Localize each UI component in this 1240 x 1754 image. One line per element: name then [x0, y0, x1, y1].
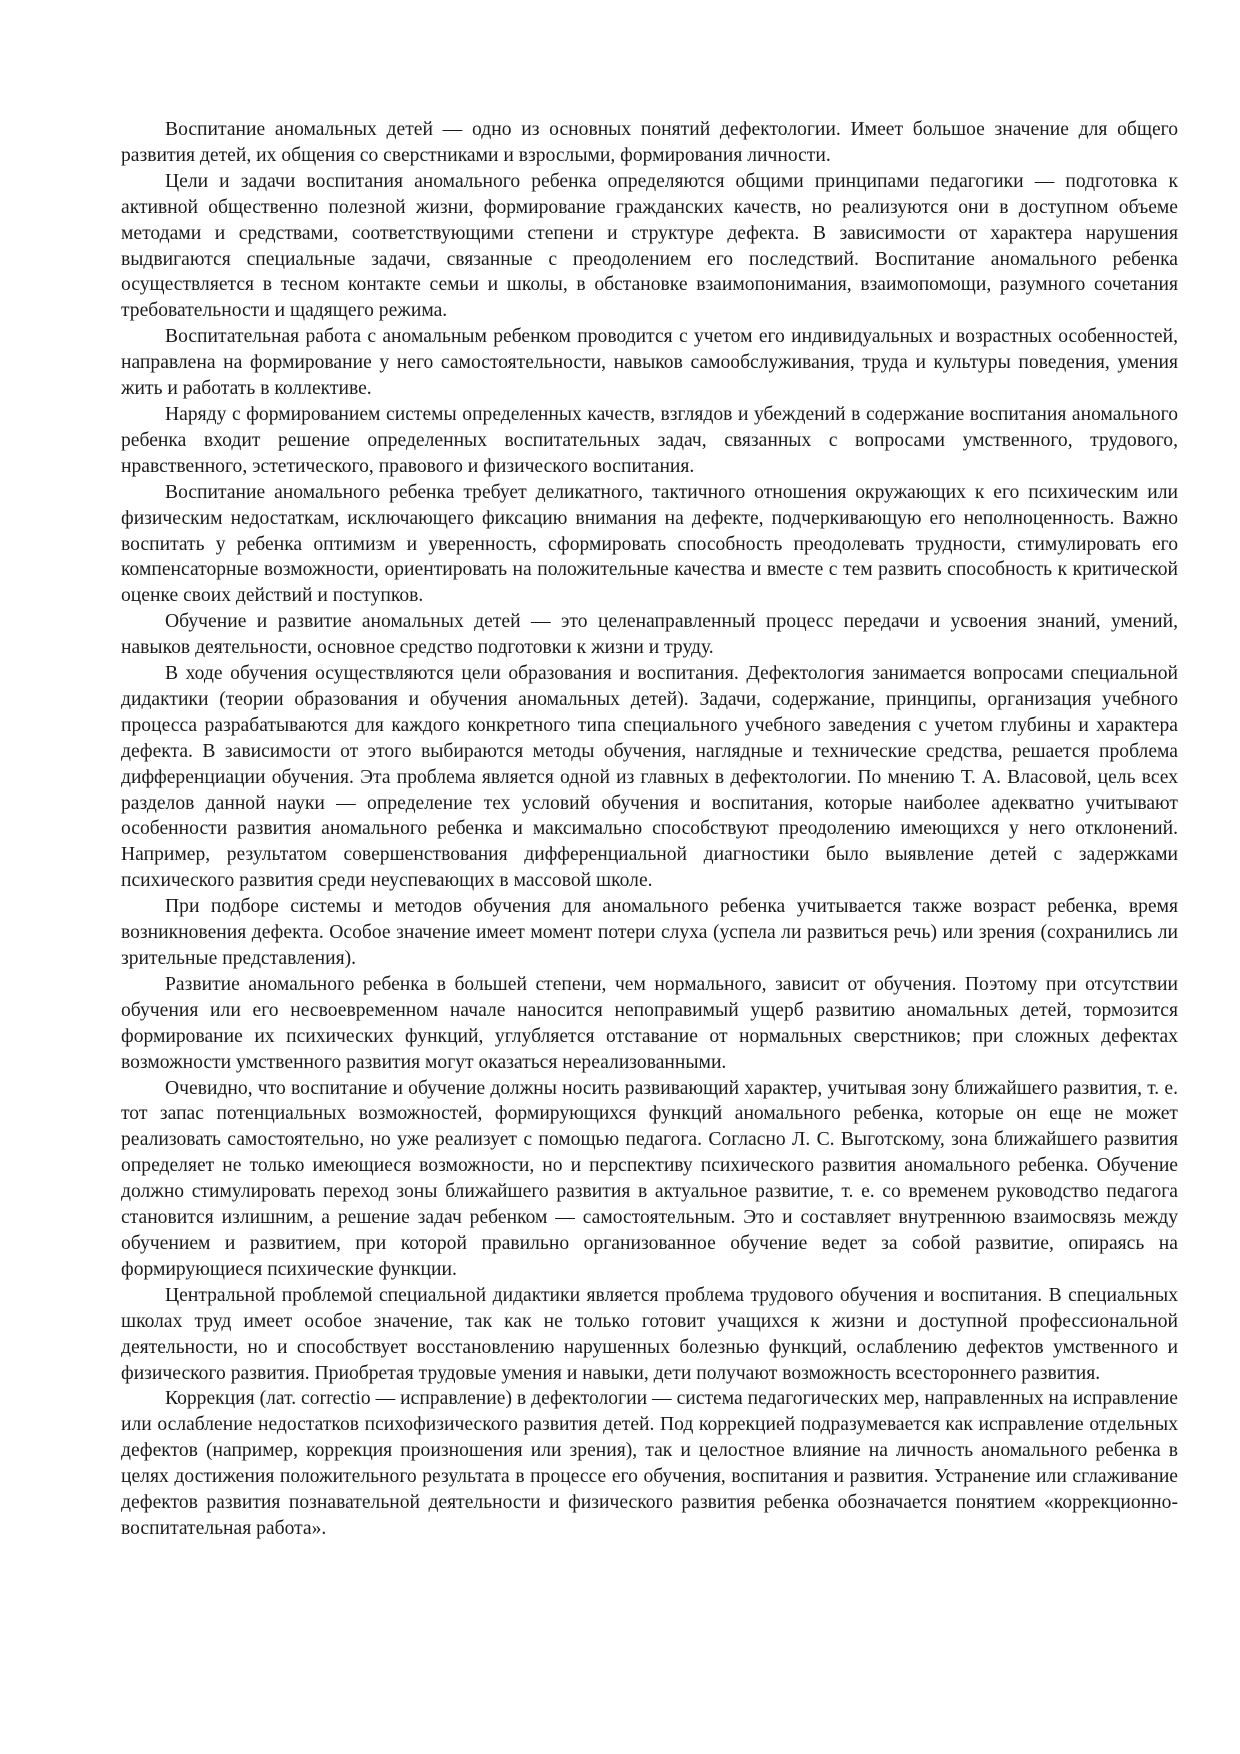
paragraph-11: Центральной проблемой специальной дидактики является проблема трудового обучения и воспитания. В специальных школах труд имеет особое значение, так как не только готовит учащихся к жизни и доступной профессиональной деятельности, но и способствует восстановлению нарушенных болезнью функций, ослаблению дефектов умственного и физического развития. Приобретая трудовые умения и навыки, дети получают возможность всестороннего развития. [121, 1284, 1178, 1384]
paragraph-12: Коррекция (лат. correctio — исправление) в дефектологии — система педагогических мер, направленных на исправление или ослабление недостатков психофизического развития детей. Под коррекцией подразумевается как исправление отдельных дефектов (например, коррекция произношения или зрения), так и целостное влияние на личность аномального ребенка в целях достижения положительного результата в процессе его обучения, воспитания и развития. Устранение или сглаживание дефектов развития познавательной деятельности и физического развития ребенка обозначается понятием «коррекционно-воспитательная работа». [121, 1388, 1178, 1539]
document-body [121, 117, 1178, 1542]
paragraph-1: Воспитание аномальных детей — одно из основных понятий дефектологии. Имеет большое значение для общего развития детей, их общения со сверстниками и взрослыми, формирования личности. [121, 119, 1178, 166]
paragraph-3: Воспитательная работа с аномальным ребенком проводится с учетом его индивидуальных и возрастных особенностей, направлена на формирование у него самостоятельности, навыков самообслуживания, труда и культуры поведения, умения жить и работать в коллективе. [121, 326, 1178, 400]
paragraph-6: Обучение и развитие аномальных детей — это целенаправленный процесс передачи и усвоения знаний, умений, навыков деятельности, основное средство подготовки к жизни и труду. [121, 611, 1178, 659]
paragraph-9: Развитие аномального ребенка в большей степени, чем нормального, зависит от обучения. Поэтому при отсутствии обучения или его несвоевременном начале наносится непоправимый ущерб развитию аномальных детей, тормозится формирование их психических функций, углубляется отставание от нормальных сверстников; при сложных дефектах возможности умственного развития могут оказаться нереализованными. [121, 973, 1178, 1073]
paragraph-2: Цели и задачи воспитания аномального ребенка определяются общими принципами педагогики — подготовка к активной общественно полезной жизни, формирование гражданских качеств, но реализуются они в доступном объеме методами и средствами, соответствующими степени и структуре дефекта. В зависимости от характера нарушения выдвигаются специальные задачи, связанные с преодолением его последствий. Воспитание аномального ребенка осуществляется в тесном контакте семьи и школы, в обстановке взаимопонимания, взаимопомощи, разумного сочетания требовательности и щадящего режима. [121, 170, 1178, 322]
paragraph-5: Воспитание аномального ребенка требует деликатного, тактичного отношения окружающих к его психическим или физическим недостаткам, исключающего фиксацию внимания на дефекте, подчеркивающую его неполноценность. Важно воспитать у ребенка оптимизм и уверенность, сформировать способность преодолевать трудности, стимулировать его компенсаторные возможности, ориентировать на положительные качества и вместе с тем развить способность к критической оценке своих действий и поступков. [121, 481, 1178, 607]
paragraph-10: Очевидно, что воспитание и обучение должны носить развивающий характер, учитывая зону ближайшего развития, т. е. тот запас потенциальных возможностей, формирующихся функций аномального ребенка, которые он еще не может реализовать самостоятельно, но уже реализует с помощью педагога. Согласно Л. С. Выготскому, зона ближайшего развития определяет не только имеющиеся возможности, но и перспективу психического развития аномального ребенка. Обучение должно стимулировать переход зоны ближайшего развития в актуальное развитие, т. е. со временем руководство педагога становится излишним, а решение задач ребенком — самостоятельным. Это и составляет внутреннюю взаимосвязь между обучением и развитием, при которой правильно организованное обучение ведет за собой развитие, опираясь на формирующиеся психические функции. [121, 1077, 1178, 1280]
paragraph-8: При подборе системы и методов обучения для аномального ребенка учитывается также возраст ребенка, время возникновения дефекта. Особое значение имеет момент потери слуха (успела ли развиться речь) или зрения (сохранились ли зрительные представления). [121, 896, 1178, 969]
paragraph-4: Наряду с формированием системы определенных качеств, взглядов и убеждений в содержание воспитания аномального ребенка входит решение определенных воспитательных задач, связанных с вопросами умственного, трудового, нравственного, эстетического, правового и физического воспитания. [121, 403, 1178, 477]
paragraph-7: В ходе обучения осуществляются цели образования и воспитания. Дефектология занимается вопросами специальной дидактики (теории образования и обучения аномальных детей). Задачи, содержание, принципы, организация учебного процесса разрабатываются для каждого конкретного типа специального учебного заведения с учетом глубины и характера дефекта. В зависимости от этого выбираются методы обучения, наглядные и технические средства, решается проблема дифференциации обучения. Эта проблема является одной из главных в дефектологии. По мнению Т. А. Власовой, цель всех разделов данной науки — определение тех условий обучения и воспитания, которые наиболее адекватно учитывают особенности развития аномального ребенка и максимально способствуют преодолению имеющихся у него отклонений. Например, результатом совершенствования дифференциальной диагностики было выявление детей с задержками психического развития среди неуспевающих в массовой школе. [121, 663, 1178, 892]
